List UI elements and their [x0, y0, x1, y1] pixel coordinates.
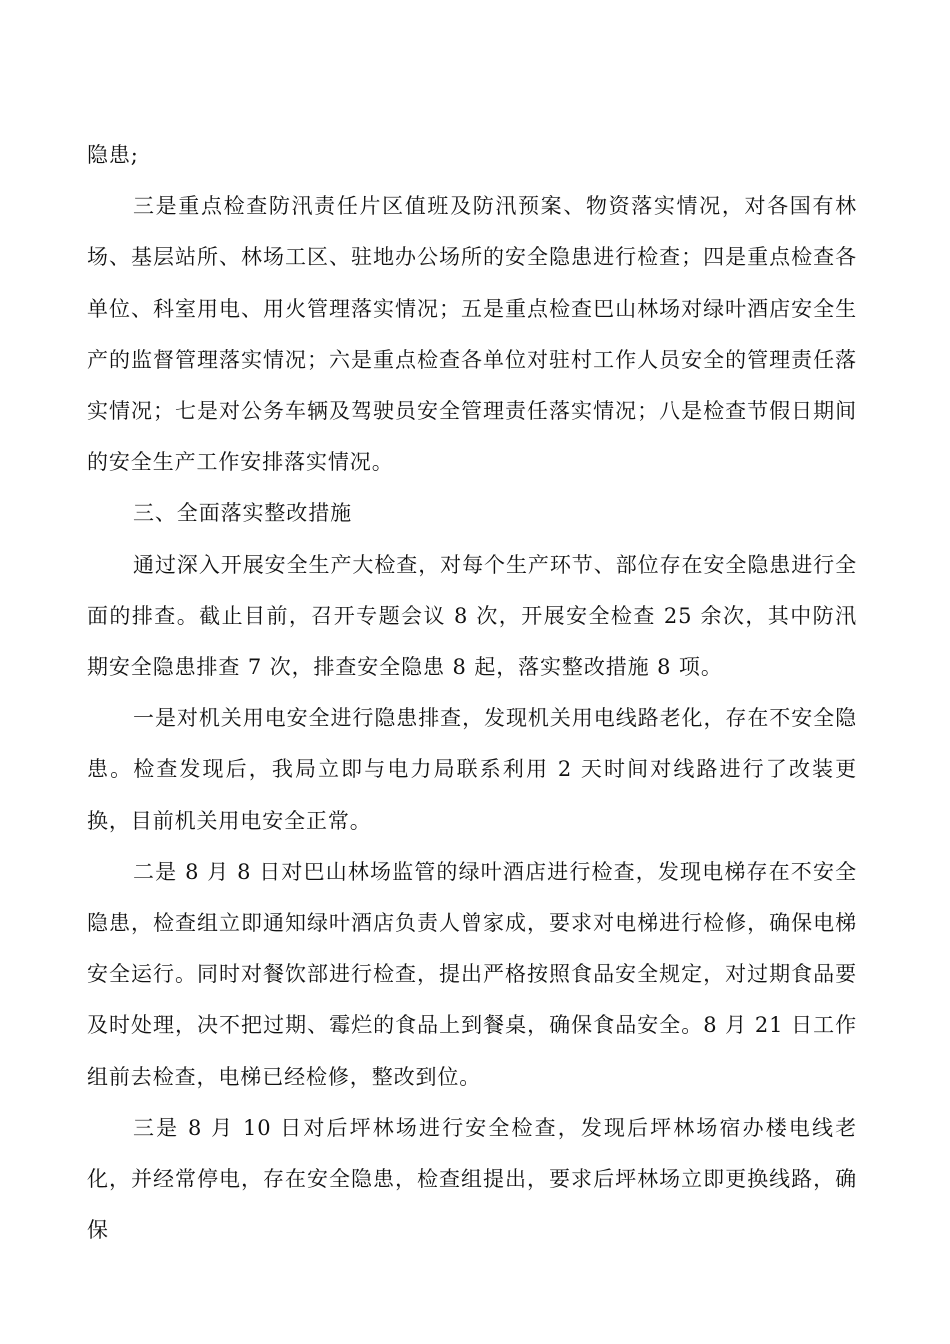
section-heading-rectification: 三、全面落实整改措施 [133, 501, 352, 526]
paragraph-continuation: 隐患; [87, 143, 139, 167]
paragraph-summary-statistics: 通过深入开展安全生产大检查，对每个生产环节、部位存在安全隐患进行全面的排查。截止目前，召开专题会议 8 次，开展安全检查 25 余次，其中防汛期安全隐患排查 7 次，排查安全隐患 8 起，落实整改措施 8 项。 [87, 552, 857, 680]
paragraph-item-three: 三是 8 月 10 日对后坪林场进行安全检查，发现后坪林场宿办楼电线老化，并经常停电，存在安全隐患，检查组提出，要求后坪林场立即更换线路，确保 [87, 1115, 857, 1243]
paragraph-item-one: 一是对机关用电安全进行隐患排查，发现机关用电线路老化，存在不安全隐患。检查发现后，我局立即与电力局联系利用 2 天时间对线路进行了改装更换，目前机关用电安全正常。 [87, 706, 857, 833]
paragraph-item-two: 二是 8 月 8 日对巴山林场监管的绿叶酒店进行检查，发现电梯存在不安全隐患，检查组立即通知绿叶酒店负责人曾家成，要求对电梯进行检修，确保电梯安全运行。同时对餐饮部进行检查，提出严格按照食品安全规定，对过期食品要及时处理，决不把过期、霉烂的食品上到餐桌，确保食品安全。8 月 21 日工作组前去检查，电梯已经检修，整改到位。 [87, 859, 857, 1089]
paragraph-inspection-points: 三是重点检查防汛责任片区值班及防汛预案、物资落实情况，对各国有林场、基层站所、林场工区、驻地办公场所的安全隐患进行检查；四是重点检查各单位、科室用电、用火管理落实情况；五是重点检查巴山林场对绿叶酒店安全生产的监督管理落实情况；六是重点检查各单位对驻村工作人员安全的管理责任落实情况；七是对公务车辆及驾驶员安全管理责任落实情况；八是检查节假日期间的安全生产工作安排落实情况。 [87, 194, 857, 475]
document-body [87, 130, 857, 1256]
